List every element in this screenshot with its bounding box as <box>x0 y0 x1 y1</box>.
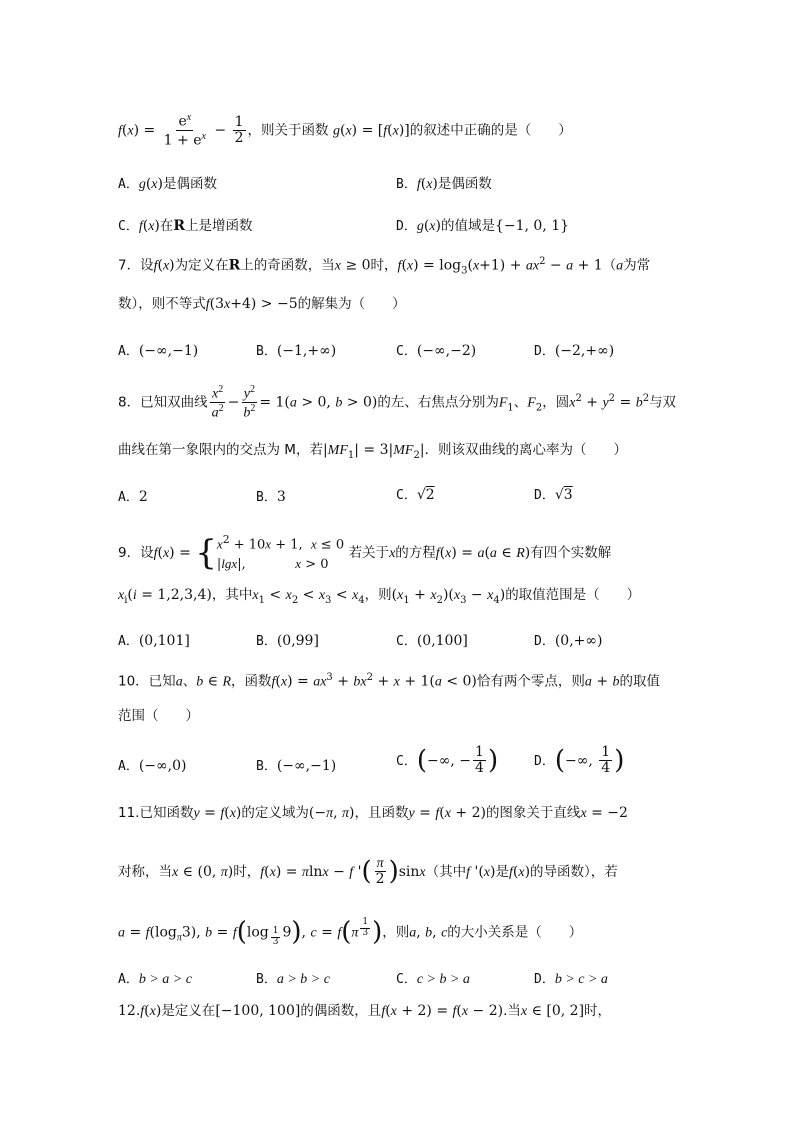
q6-option-c-label: C． <box>118 219 139 234</box>
q9-piecewise: $x^2 + 10x + 1$, x ≤ 0 |lgx|, x > 0 <box>216 533 345 572</box>
q6-stem-text: ，则关于函数 <box>247 122 329 139</box>
q6-stem: f(x) = $\frac{e^x}{1 + e^x}$ − $\frac{1}{2}$ ，则关于函数 g(x) = [f(x)]的叙述中正确的是（ ） <box>118 112 572 149</box>
q6-option-d-label: D． <box>396 219 417 234</box>
q11-stem: 11.已知函数y = f(x)的定义域为(−π, π)，且函数y = f(x + 2)的图象关于直线x = −2 <box>118 805 628 821</box>
q9-option-a[interactable]: A．(0,101] <box>118 633 190 649</box>
q12-stem: 12.f(x)是定义在[−100, 100]的偶函数，且f(x + 2) = f(x − 2).当x ∈ [0, 2]时， <box>118 1003 612 1019</box>
q11-option-b[interactable]: B．a > b > c <box>256 972 330 987</box>
q11-option-a[interactable]: A．b > a > c <box>118 972 192 987</box>
q6-half: $\frac{1}{2}$ <box>234 113 244 147</box>
q7-option-d-value: (−2,+∞) <box>554 343 615 359</box>
q6-option-b-text: 是偶函数 <box>437 176 492 192</box>
q8-stem: 8．已知双曲线 $\frac{x^2}{a^2}$ − $\frac{y^2}{b^2}$ = 1(a > 0, b > 0)的左、右焦点分别为$F_1$、$F_2$，圆$x^2 + y^2 = b^2$与双 <box>118 384 677 421</box>
q8-stem-line2: 曲线在第一象限内的交点为 M，若$|MF_1| = 3|MF_2|$．则该双曲线的离心率为（ ） <box>118 442 628 461</box>
q6-stem-text2: 的叙述中正确的是（ ） <box>409 122 572 139</box>
q11-stem-line2: 对称，当x ∈ (0, π)时，f(x) = πlnx − f '( $\frac{\pi}{2}$ )sinx（其中f '(x)是f(x)的导函数），若 <box>118 856 618 888</box>
q6-option-b[interactable]: B．f(x)是偶函数 <box>396 176 492 192</box>
q6-option-a-label: A． <box>118 177 139 192</box>
q7-option-a-value: (−∞,−1) <box>138 343 199 359</box>
q6-fraction: $\frac{e^x}{1 + e^x}$ <box>163 112 206 149</box>
q6-option-c[interactable]: C．f(x)在R上是增函数 <box>118 218 253 234</box>
q8-option-a[interactable]: A．2 <box>118 489 148 505</box>
q7-option-b[interactable]: B．(−1,+∞) <box>256 343 337 359</box>
q6-option-a[interactable]: A．g(x)是偶函数 <box>118 176 217 192</box>
q6-option-d[interactable]: D．g(x)的值域是{−1, 0, 1} <box>396 218 570 234</box>
q7-stem-line2: 数），则不等式f(3x+4) > −5的解集为（ ） <box>118 296 406 312</box>
q8-option-d[interactable]: D．√3 <box>534 487 573 503</box>
q7-option-c-value: (−∞,−2) <box>416 343 477 359</box>
q10-stem-line2: 范围（ ） <box>118 708 199 724</box>
q10-stem: 10．已知a、b ∈ R，函数$f(x) = ax^3 + bx^2 + x + 1(a < 0)$恰有两个零点，则a + b的取值 <box>118 672 661 690</box>
q6-formula: f <box>118 123 122 139</box>
q9-option-c[interactable]: C．(0,100] <box>396 633 468 649</box>
q11-option-d[interactable]: D．b > c > a <box>534 972 608 987</box>
q7-option-d[interactable]: D．(−2,+∞) <box>534 343 615 359</box>
q9-option-d[interactable]: D．(0,+∞) <box>534 633 603 649</box>
q11-stem-line3: $a = f(\log_\pi 3)$, b = f(log $_{\frac{1}{3}}$ 9), c = f(π $^{\frac{1}{3}}$ )，则a, b, c的大小关系是（ ） <box>118 917 583 948</box>
q7-option-a[interactable]: A．(−∞,−1) <box>118 343 199 359</box>
q8-option-b[interactable]: B．3 <box>256 489 286 505</box>
q10-option-b[interactable]: B．(−∞,−1) <box>256 758 337 774</box>
q10-option-d[interactable]: D．(−∞, $\frac{1}{4}$ ) <box>534 744 625 777</box>
q6-option-a-text: 是偶函数 <box>162 176 217 192</box>
q9-option-b[interactable]: B．(0,99] <box>256 633 319 649</box>
q10-option-a[interactable]: A．(−∞,0) <box>118 758 187 774</box>
q8-option-c[interactable]: C．√2 <box>396 487 435 503</box>
q9-stem: 9．设$f(x) = \{x^2 + 10x + 1$, x ≤ 0 |lgx|, x > 0 若关于x的方程f(x) = a(a ∈ R)有四个实数解 <box>118 532 612 573</box>
q11-option-c[interactable]: C．c > b > a <box>396 972 470 987</box>
q7-option-b-value: (−1,+∞) <box>276 343 337 359</box>
q10-option-c[interactable]: C．(−∞, − $\frac{1}{4}$ ) <box>396 744 499 777</box>
q6-option-b-label: B． <box>396 177 417 192</box>
q9-stem-line2: $x_i(i = 1,2,3,4)$，其中$x_1 < x_2 < x_3 < x_4$，则$(x_1 + x_2)(x_3 - x_4)$的取值范围是（ ） <box>118 587 641 606</box>
q7-stem: 7．设f(x)为定义在R上的奇函数，当x ≥ 0时，$f(x) = \log_3(x+1) + ax^2 - a + 1(a$为常 <box>118 256 651 277</box>
q7-option-c[interactable]: C．(−∞,−2) <box>396 343 477 359</box>
